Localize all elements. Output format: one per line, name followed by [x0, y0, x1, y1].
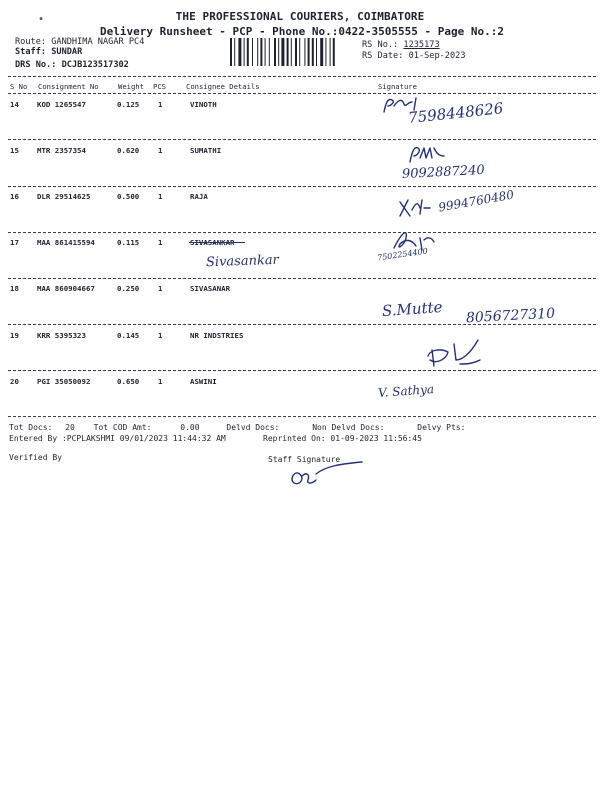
row-consignment: MAA 860904667	[37, 284, 95, 293]
barcode-bar	[230, 38, 232, 66]
barcode-bar	[308, 38, 310, 66]
row-consignee: SIVASANAR	[190, 284, 231, 293]
barcode-bar	[299, 38, 300, 66]
row-weight: 0.500	[117, 192, 140, 201]
row-pcs: 1	[158, 377, 163, 386]
table-bottom-rule	[8, 416, 596, 417]
handwritten-name-18: S.Mutte	[381, 297, 444, 321]
rs-no-label: RS No.:	[362, 40, 399, 50]
barcode-bar	[325, 38, 326, 66]
route-value: GANDHIMA NAGAR PC4	[51, 37, 145, 47]
barcode-bar	[291, 38, 292, 66]
staff-signature-label: Staff Signature	[268, 455, 341, 464]
barcode-bar	[333, 38, 335, 66]
header-bottom-rule	[8, 93, 596, 94]
rs-date-row	[362, 51, 466, 61]
row-consignee: NR INDSTRIES	[190, 331, 244, 340]
row-consignee: SUMATHI	[190, 146, 222, 155]
handwritten-name-17: Sivasankar	[205, 252, 280, 271]
barcode-bar	[247, 38, 249, 66]
col-signature: Signature	[378, 82, 417, 91]
non-delvd-docs-label: Non Delvd Docs:	[312, 423, 385, 432]
verified-by-label: Verified By	[9, 453, 62, 462]
barcode	[230, 38, 354, 66]
barcode-bar	[244, 38, 245, 66]
barcode-bar	[274, 38, 276, 66]
row-consignee: RAJA	[190, 192, 208, 201]
handwritten-phone-16: 9994760480	[437, 187, 515, 215]
staff-value: SUNDAR	[51, 47, 83, 57]
staff-signature-scribble	[286, 460, 370, 496]
barcode-bar	[316, 38, 317, 66]
footer-totals	[9, 423, 465, 432]
barcode-bar	[252, 38, 253, 66]
document-title: THE PROFESSIONAL COURIERS, COIMBATORE	[175, 10, 425, 23]
barcode-bar	[312, 38, 314, 66]
row-pcs: 1	[158, 238, 163, 247]
col-consignment: Consignment No	[38, 82, 99, 91]
barcode-bar	[260, 38, 262, 66]
barcode-bar	[257, 38, 258, 66]
scan-mark: •	[38, 14, 45, 25]
barcode-bar	[278, 38, 279, 66]
barcode-bar	[281, 38, 284, 66]
row-divider	[8, 186, 596, 187]
col-weight: Weight	[118, 82, 144, 91]
document-subtitle: Delivery Runsheet - PCP - Phone No.:0422-3505555 - Page No.:2	[100, 25, 504, 38]
row-consignment: MAA 861415594	[37, 238, 95, 247]
drs-row	[15, 60, 129, 70]
row-consignee: VINOTH	[190, 100, 217, 109]
staff-row	[15, 47, 82, 57]
route-label: Route:	[15, 37, 47, 47]
row-pcs: 1	[158, 100, 163, 109]
handwritten-phone-15: 9092887240	[401, 162, 486, 183]
row-sno: 15	[10, 146, 19, 155]
drs-label: DRS No.:	[15, 60, 57, 70]
tot-cod-label: Tot COD Amt:	[93, 423, 152, 432]
drs-value: DCJB123517302	[61, 60, 129, 70]
barcode-bar	[234, 38, 235, 66]
row-sno: 14	[10, 100, 19, 109]
row-divider	[8, 139, 596, 140]
tot-docs-label: Tot Docs:	[9, 423, 53, 432]
rs-date-label: RS Date:	[362, 51, 404, 61]
delvd-docs-label: Delvd Docs:	[226, 423, 280, 432]
barcode-bar	[269, 38, 270, 66]
barcode-bar	[330, 38, 331, 66]
reprinted-on: Reprinted On: 01-09-2023 11:56:45	[263, 434, 422, 443]
row-weight: 0.620	[117, 146, 140, 155]
handwritten-phone-14: 7598448626	[407, 99, 505, 127]
signature-row-16	[396, 196, 442, 222]
row-consignment: KRR 5395323	[37, 331, 86, 340]
tot-docs-value: 20	[65, 423, 75, 432]
barcode-bar	[238, 38, 241, 66]
rs-date-value: 01-Sep-2023	[408, 51, 466, 61]
row-weight: 0.115	[117, 238, 140, 247]
row-consignment: DLR 29514625	[37, 192, 91, 201]
delvy-pts-label: Delvy Pts:	[417, 423, 466, 432]
row-consignee: SIVASANKAR	[190, 238, 235, 247]
row-weight: 0.250	[117, 284, 140, 293]
barcode-bar	[295, 38, 297, 66]
strike-through	[189, 242, 245, 243]
row-sno: 16	[10, 192, 19, 201]
barcode-bar	[304, 38, 305, 66]
row-weight: 0.145	[117, 331, 140, 340]
barcode-bar	[265, 38, 266, 66]
barcode-bar	[320, 38, 323, 66]
col-pcs: PCS	[153, 82, 166, 91]
handwritten-phone-17: 7502254400	[376, 246, 429, 263]
row-divider	[8, 278, 596, 279]
row-pcs: 1	[158, 192, 163, 201]
col-sno: S No	[10, 82, 28, 91]
route-row	[15, 37, 144, 47]
row-pcs: 1	[158, 284, 163, 293]
row-sno: 20	[10, 377, 19, 386]
header-top-rule	[8, 76, 596, 77]
row-sno: 17	[10, 238, 19, 247]
row-weight: 0.650	[117, 377, 140, 386]
entered-by: Entered By :PCPLAKSHMI 09/01/2023 11:44:32 AM	[9, 434, 226, 443]
signature-row-19	[420, 330, 490, 372]
row-consignment: MTR 2357354	[37, 146, 86, 155]
row-weight: 0.125	[117, 100, 140, 109]
handwritten-name-20: V. Sathya	[377, 382, 435, 400]
tot-cod-value: 0.00	[180, 423, 200, 432]
rs-no-row	[362, 40, 440, 50]
row-divider	[8, 232, 596, 233]
row-consignee: ASWINI	[190, 377, 217, 386]
rs-no-value: 1235173	[403, 40, 440, 50]
row-pcs: 1	[158, 146, 163, 155]
barcode-bar	[287, 38, 289, 66]
row-sno: 18	[10, 284, 19, 293]
col-consignee: Consignee Details	[186, 82, 260, 91]
handwritten-phone-18: 8056727310	[465, 305, 556, 327]
row-consignment: PGI 35050092	[37, 377, 91, 386]
row-pcs: 1	[158, 331, 163, 340]
staff-label: Staff:	[15, 47, 47, 57]
row-divider	[8, 370, 596, 371]
row-sno: 19	[10, 331, 19, 340]
row-consignment: KOD 1265547	[37, 100, 86, 109]
